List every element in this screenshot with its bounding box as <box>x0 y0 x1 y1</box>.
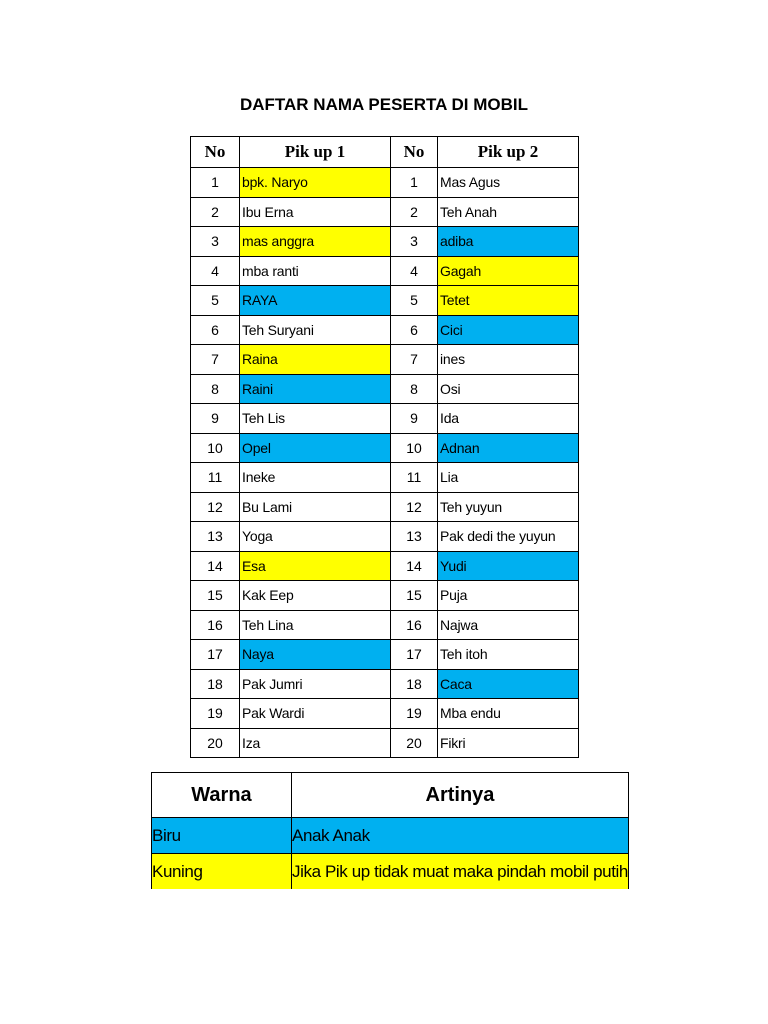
table-row <box>191 227 579 257</box>
row-number-pikup-1: 18 <box>191 669 240 699</box>
passenger-name-pikup-2: Teh Anah <box>438 197 579 227</box>
table-row <box>191 433 579 463</box>
row-number-pikup-1: 7 <box>191 345 240 375</box>
row-number-pikup-1: 10 <box>191 433 240 463</box>
row-number-pikup-2: 8 <box>391 374 438 404</box>
passenger-name-pikup-1: Raina <box>240 345 391 375</box>
passenger-name-pikup-1: Yoga <box>240 522 391 552</box>
row-number-pikup-2: 13 <box>391 522 438 552</box>
row-number-pikup-2: 1 <box>391 168 438 198</box>
row-number-pikup-1: 12 <box>191 492 240 522</box>
table-row <box>191 492 579 522</box>
passenger-name-pikup-1: bpk. Naryo <box>240 168 391 198</box>
legend-header-color: Warna <box>152 773 292 818</box>
row-number-pikup-1: 9 <box>191 404 240 434</box>
roster-table <box>190 136 579 758</box>
table-row <box>191 463 579 493</box>
legend-meaning: Jika Pik up tidak muat maka pindah mobil putih <box>292 854 629 890</box>
passenger-name-pikup-2: Mba endu <box>438 699 579 729</box>
roster-body <box>191 168 579 758</box>
row-number-pikup-2: 9 <box>391 404 438 434</box>
passenger-name-pikup-2: Tetet <box>438 286 579 316</box>
row-number-pikup-2: 12 <box>391 492 438 522</box>
table-row <box>191 286 579 316</box>
row-number-pikup-2: 19 <box>391 699 438 729</box>
row-number-pikup-2: 20 <box>391 728 438 758</box>
row-number-pikup-1: 15 <box>191 581 240 611</box>
legend-row <box>152 854 629 890</box>
table-row <box>191 610 579 640</box>
row-number-pikup-1: 2 <box>191 197 240 227</box>
passenger-name-pikup-1: Naya <box>240 640 391 670</box>
passenger-name-pikup-2: Lia <box>438 463 579 493</box>
passenger-name-pikup-2: Teh itoh <box>438 640 579 670</box>
legend-header-meaning: Artinya <box>292 773 629 818</box>
table-row <box>191 640 579 670</box>
passenger-name-pikup-1: Teh Lis <box>240 404 391 434</box>
row-number-pikup-1: 17 <box>191 640 240 670</box>
table-row <box>191 315 579 345</box>
row-number-pikup-1: 19 <box>191 699 240 729</box>
page-title: DAFTAR NAMA PESERTA DI MOBIL <box>239 95 529 114</box>
row-number-pikup-2: 14 <box>391 551 438 581</box>
row-number-pikup-1: 8 <box>191 374 240 404</box>
table-row <box>191 374 579 404</box>
passenger-name-pikup-1: RAYA <box>240 286 391 316</box>
table-row <box>191 581 579 611</box>
passenger-name-pikup-2: Fikri <box>438 728 579 758</box>
passenger-name-pikup-2: Gagah <box>438 256 579 286</box>
header-no-2: No <box>391 137 438 168</box>
row-number-pikup-2: 18 <box>391 669 438 699</box>
legend-color-name: Kuning <box>152 854 292 890</box>
row-number-pikup-1: 14 <box>191 551 240 581</box>
passenger-name-pikup-2: adiba <box>438 227 579 257</box>
row-number-pikup-2: 16 <box>391 610 438 640</box>
table-row <box>191 168 579 198</box>
passenger-name-pikup-1: Esa <box>240 551 391 581</box>
row-number-pikup-1: 13 <box>191 522 240 552</box>
header-pikup-2: Pik up 2 <box>438 137 579 168</box>
legend-table <box>151 772 629 889</box>
header-pikup-1: Pik up 1 <box>240 137 391 168</box>
row-number-pikup-2: 3 <box>391 227 438 257</box>
row-number-pikup-1: 6 <box>191 315 240 345</box>
row-number-pikup-1: 4 <box>191 256 240 286</box>
legend-header-row <box>152 773 629 818</box>
passenger-name-pikup-2: Teh yuyun <box>438 492 579 522</box>
passenger-name-pikup-1: Raini <box>240 374 391 404</box>
passenger-name-pikup-2: Caca <box>438 669 579 699</box>
row-number-pikup-2: 17 <box>391 640 438 670</box>
passenger-name-pikup-1: Iza <box>240 728 391 758</box>
header-no-1: No <box>191 137 240 168</box>
row-number-pikup-1: 1 <box>191 168 240 198</box>
passenger-name-pikup-1: Ineke <box>240 463 391 493</box>
row-number-pikup-1: 16 <box>191 610 240 640</box>
passenger-name-pikup-2: Osi <box>438 374 579 404</box>
roster-header-row <box>191 137 579 168</box>
legend-color-name: Biru <box>152 818 292 854</box>
row-number-pikup-1: 20 <box>191 728 240 758</box>
passenger-name-pikup-1: mba ranti <box>240 256 391 286</box>
table-row <box>191 728 579 758</box>
table-row <box>191 404 579 434</box>
table-row <box>191 669 579 699</box>
passenger-name-pikup-2: Yudi <box>438 551 579 581</box>
passenger-name-pikup-2: Ida <box>438 404 579 434</box>
row-number-pikup-2: 4 <box>391 256 438 286</box>
legend-row <box>152 818 629 854</box>
table-row <box>191 522 579 552</box>
passenger-name-pikup-1: Teh Suryani <box>240 315 391 345</box>
table-row <box>191 699 579 729</box>
passenger-name-pikup-1: Opel <box>240 433 391 463</box>
table-row <box>191 256 579 286</box>
table-row <box>191 345 579 375</box>
passenger-name-pikup-2: Pak dedi the yuyun <box>438 522 579 552</box>
row-number-pikup-1: 3 <box>191 227 240 257</box>
passenger-name-pikup-1: Teh Lina <box>240 610 391 640</box>
row-number-pikup-2: 2 <box>391 197 438 227</box>
row-number-pikup-2: 7 <box>391 345 438 375</box>
row-number-pikup-2: 10 <box>391 433 438 463</box>
passenger-name-pikup-1: Ibu Erna <box>240 197 391 227</box>
passenger-name-pikup-2: ines <box>438 345 579 375</box>
passenger-name-pikup-1: Kak Eep <box>240 581 391 611</box>
passenger-name-pikup-2: Adnan <box>438 433 579 463</box>
row-number-pikup-2: 15 <box>391 581 438 611</box>
passenger-name-pikup-2: Cici <box>438 315 579 345</box>
passenger-name-pikup-2: Puja <box>438 581 579 611</box>
row-number-pikup-1: 11 <box>191 463 240 493</box>
row-number-pikup-2: 6 <box>391 315 438 345</box>
table-row <box>191 551 579 581</box>
table-row <box>191 197 579 227</box>
row-number-pikup-1: 5 <box>191 286 240 316</box>
passenger-name-pikup-1: Pak Jumri <box>240 669 391 699</box>
passenger-name-pikup-1: mas anggra <box>240 227 391 257</box>
legend-body <box>152 818 629 890</box>
passenger-name-pikup-1: Pak Wardi <box>240 699 391 729</box>
row-number-pikup-2: 5 <box>391 286 438 316</box>
row-number-pikup-2: 11 <box>391 463 438 493</box>
passenger-name-pikup-2: Mas Agus <box>438 168 579 198</box>
passenger-name-pikup-2: Najwa <box>438 610 579 640</box>
passenger-name-pikup-1: Bu Lami <box>240 492 391 522</box>
legend-meaning: Anak Anak <box>292 818 629 854</box>
